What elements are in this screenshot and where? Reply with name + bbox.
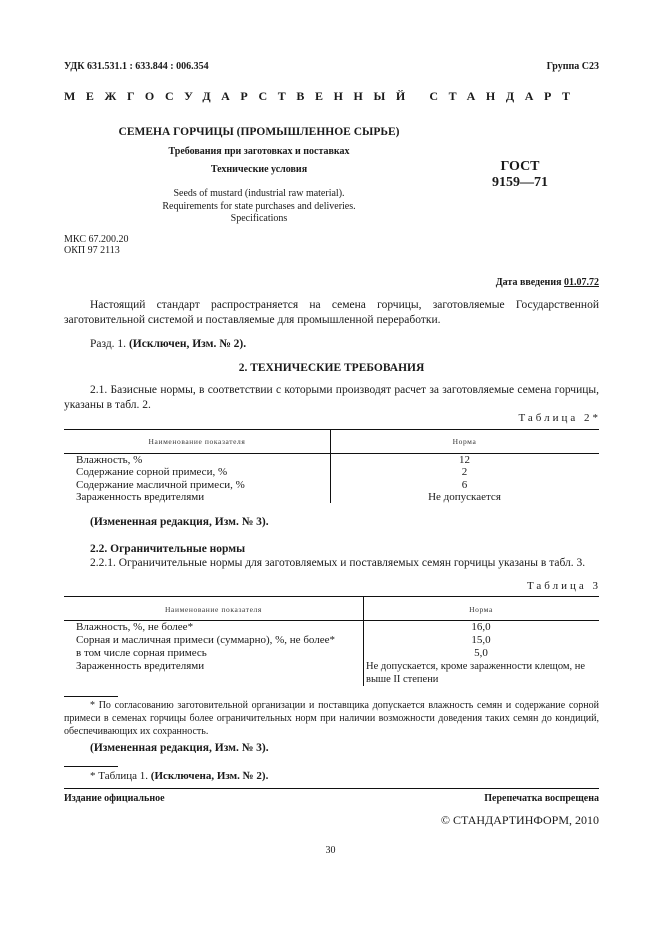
intro-paragraph: Настоящий стандарт распространяется на семена горчицы, заготовляемые Государственной заготовительной системой и поставляемые для промышленной переработки. bbox=[64, 299, 599, 326]
reprint-prohibited: Перепечатка воспрещена bbox=[484, 793, 599, 804]
footnote-rule bbox=[64, 696, 118, 697]
udk-code: УДК 631.531.1 : 633.844 : 006.354 bbox=[64, 61, 209, 72]
introduction-date bbox=[496, 277, 599, 288]
footnote-text: * По согласованию заготовительной организации и поставщика допускается влажность семян и содержание сорной примеси в семенах горчицы более ограничительных норм при наличии возможности доведения таких семян до кондиций, обеспечивающих их сохранность. bbox=[64, 700, 599, 737]
table-3-caption: Таблица 3 bbox=[526, 580, 601, 592]
table-3-row-2-value: 15,0 bbox=[471, 634, 491, 646]
table-3-header-norm: Норма bbox=[469, 605, 493, 614]
gost-label: ГОСТ bbox=[500, 159, 540, 174]
okp-code: ОКП 97 2113 bbox=[64, 245, 120, 256]
table-2-header-norm: Норма bbox=[452, 437, 477, 446]
group-code: Группа С23 bbox=[546, 61, 599, 72]
table-2-row-3-name: Содержание масличной примеси, % bbox=[76, 479, 245, 491]
gost-number: 9159—71 bbox=[492, 175, 548, 190]
table-2-top-rule bbox=[64, 429, 599, 430]
table-3-row-3-name: в том числе сорная примесь bbox=[76, 647, 207, 659]
table-3-row-4-name: Зараженность вредителями bbox=[76, 660, 205, 672]
official-edition: Издание официальное bbox=[64, 793, 165, 804]
mks-code: МКС 67.200.20 bbox=[64, 234, 129, 245]
document-title: СЕМЕНА ГОРЧИЦЫ (ПРОМЫШЛЕННОЕ СЫРЬЕ) bbox=[118, 126, 400, 138]
english-title-2: Requirements for state purchases and deliveries. bbox=[162, 201, 356, 212]
section-1-note bbox=[90, 338, 246, 350]
table-2-row-2-name: Содержание сорной примеси, % bbox=[76, 466, 228, 478]
introduction-date-value: 01.07.72 bbox=[564, 277, 599, 288]
interstate-standard-heading: МЕЖГОСУДАРСТВЕННЫЙ СТАНДАРТ bbox=[64, 89, 581, 103]
page-number: 30 bbox=[325, 845, 336, 856]
table-2-row-1-name: Влажность, % bbox=[76, 454, 143, 466]
table-3-row-2-name: Сорная и масличная примеси (суммарно), %, не более* bbox=[76, 634, 336, 646]
footnote-2-prefix: * Таблица 1. bbox=[90, 770, 149, 782]
english-title-3: Specifications bbox=[230, 213, 288, 224]
document-subtitle: Требования при заготовках и поставках bbox=[168, 146, 350, 157]
footnote-2-rule bbox=[64, 766, 118, 767]
table-2-row-2-value: 2 bbox=[461, 466, 468, 478]
table-2-row-3-value: 6 bbox=[461, 479, 468, 491]
paragraph-2-2-1: 2.2.1. Ограничительные нормы для заготовляемых и поставляемых семян горчицы указаны в табл. 3. bbox=[90, 557, 586, 569]
paragraph-2-1: 2.1. Базисные нормы, в соответствии с которыми производят расчет за заготовляемые семена горчицы, указаны в табл. 2. bbox=[64, 384, 599, 411]
table-2-header-name: Наименование показателя bbox=[148, 437, 246, 446]
table-2-caption: Таблица 2* bbox=[518, 412, 601, 424]
table-3-row-1-value: 16,0 bbox=[471, 621, 491, 633]
introduction-date-label: Дата введения bbox=[495, 277, 562, 288]
section-1-prefix: Разд. 1. bbox=[90, 338, 127, 350]
table-2-row-4-name: Зараженность вредителями bbox=[76, 491, 205, 503]
section-2-title: 2. ТЕХНИЧЕСКИЕ ТРЕБОВАНИЯ bbox=[238, 362, 425, 374]
footer-rule bbox=[64, 788, 599, 789]
table-3-header-name: Наименование показателя bbox=[165, 605, 262, 614]
english-title-1: Seeds of mustard (industrial raw material). bbox=[173, 188, 345, 199]
section-1-excluded: (Исключен, Изм. № 2). bbox=[128, 338, 247, 350]
table-2-row-4-value: Не допускается bbox=[428, 491, 501, 503]
document-subtitle-2: Технические условия bbox=[210, 164, 308, 175]
table-3-row-3-value: 5,0 bbox=[474, 647, 488, 659]
edit-note-2: (Измененная редакция, Изм. № 3). bbox=[90, 742, 269, 754]
table-3-top-rule bbox=[64, 596, 599, 597]
heading-2-2: 2.2. Ограничительные нормы bbox=[90, 543, 246, 555]
table-2-row-1-value: 12 bbox=[459, 454, 470, 466]
footnote-2-excluded: (Исключена, Изм. № 2). bbox=[150, 770, 269, 782]
table-3-row-1-name: Влажность, %, не более* bbox=[76, 621, 194, 633]
table-3-row-4-value: Не допускается, кроме зараженности клещом, не выше II степени bbox=[366, 661, 586, 685]
copyright: © СТАНДАРТИНФОРМ, 2010 bbox=[440, 813, 599, 827]
edit-note-1: (Измененная редакция, Изм. № 3). bbox=[90, 516, 269, 528]
footnote-2 bbox=[90, 770, 268, 782]
